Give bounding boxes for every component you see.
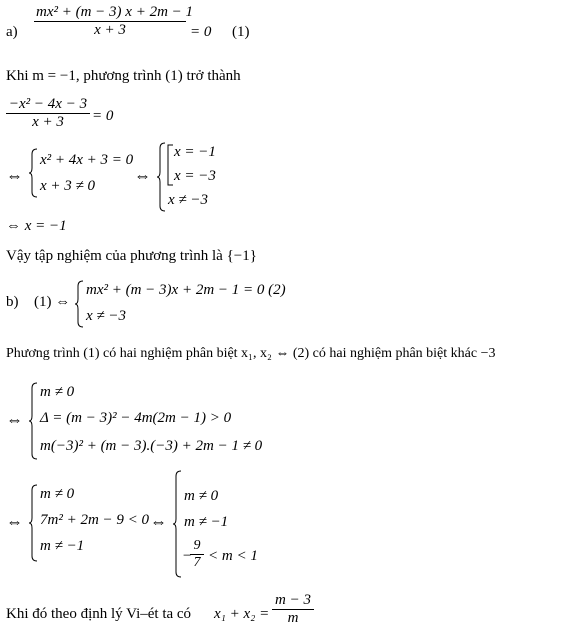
system1-result2: x = −3 xyxy=(174,168,216,184)
system3-s3-prefix: − xyxy=(182,548,193,564)
left-brace-icon-6 xyxy=(172,470,182,578)
system2-row1: m ≠ 0 xyxy=(40,384,75,400)
part-a-rhs: = 0 xyxy=(190,24,212,40)
system3-s3-numerator: 9 xyxy=(193,538,201,553)
system2-row3: m(−3)² + (m − 3).(−3) + 2m − 1 ≠ 0 xyxy=(40,438,263,454)
system1-row1: x² + 4x + 3 = 0 xyxy=(40,152,134,168)
result-line: ⇔ x = −1 xyxy=(6,218,67,234)
left-brace-icon-5 xyxy=(28,484,38,562)
system3-row1: m ≠ 0 xyxy=(40,486,75,502)
case-denominator: x + 3 xyxy=(6,113,90,131)
case-text: Khi m = −1, phương trình (1) trở thành xyxy=(6,68,241,84)
left-brace-icon xyxy=(28,148,38,198)
vieta-text: Khi đó theo định lý Vi–ét ta có xyxy=(6,606,192,622)
vieta-denominator: m xyxy=(272,609,314,627)
case-fraction xyxy=(6,96,90,131)
case-rhs: = 0 xyxy=(92,108,114,124)
system3-row3: m ≠ −1 xyxy=(40,538,85,554)
left-bracket-icon xyxy=(166,144,174,186)
vieta-fraction xyxy=(272,592,314,627)
left-brace-icon-4 xyxy=(28,382,38,460)
vieta-numerator: m − 3 xyxy=(275,592,311,608)
system3-s3-suffix: < m < 1 xyxy=(208,548,258,564)
part-a-label: a) xyxy=(6,24,18,40)
system3-s1: m ≠ 0 xyxy=(184,488,219,504)
system3-s3-denominator: 7 xyxy=(190,554,204,571)
system3-row2: 7m² + 2m − 9 < 0 xyxy=(40,512,150,528)
condition-text: Phương trình (1) có hai nghiệm phân biệt x₁, x₂ ⇔ (2) có hai nghiệm phân biệt khác −3 xyxy=(6,346,496,361)
part-a-numerator: mx² + (m − 3) x + 2m − 1 xyxy=(36,4,194,20)
part-b-row2: x ≠ −3 xyxy=(86,308,127,324)
system2-row2: Δ = (m − 3)² − 4m(2m − 1) > 0 xyxy=(40,410,232,426)
system1-result1: x = −1 xyxy=(174,144,216,160)
equivalence-arrow-3: ⇔ xyxy=(6,410,23,429)
vieta-lhs: x₁ + x₂ = xyxy=(214,606,270,622)
system1-row2: x + 3 ≠ 0 xyxy=(40,178,96,194)
equivalence-arrow-2: ⇔ xyxy=(134,166,151,185)
equivalence-arrow: ⇔ xyxy=(6,166,23,185)
part-a-tag: (1) xyxy=(232,24,250,40)
left-brace-icon-3 xyxy=(74,280,84,328)
part-a-denominator: x + 3 xyxy=(34,21,186,39)
equivalence-arrow-4: ⇔ xyxy=(6,512,23,531)
system3-s2: m ≠ −1 xyxy=(184,514,229,530)
system3-s3-fraction xyxy=(190,538,204,571)
system1-result3: x ≠ −3 xyxy=(168,192,209,208)
equivalence-arrow-5: ⇔ xyxy=(150,512,167,531)
part-b-label: b) xyxy=(6,294,19,310)
case-numerator: −x² − 4x − 3 xyxy=(8,96,88,112)
part-a-fraction xyxy=(34,4,194,39)
solution-text: Vậy tập nghiệm của phương trình là {−1} xyxy=(6,248,257,264)
part-b-row1: mx² + (m − 3)x + 2m − 1 = 0 (2) xyxy=(86,282,286,298)
left-brace-icon-2 xyxy=(156,142,166,212)
part-b-prefix: (1) ⇔ xyxy=(34,294,71,310)
